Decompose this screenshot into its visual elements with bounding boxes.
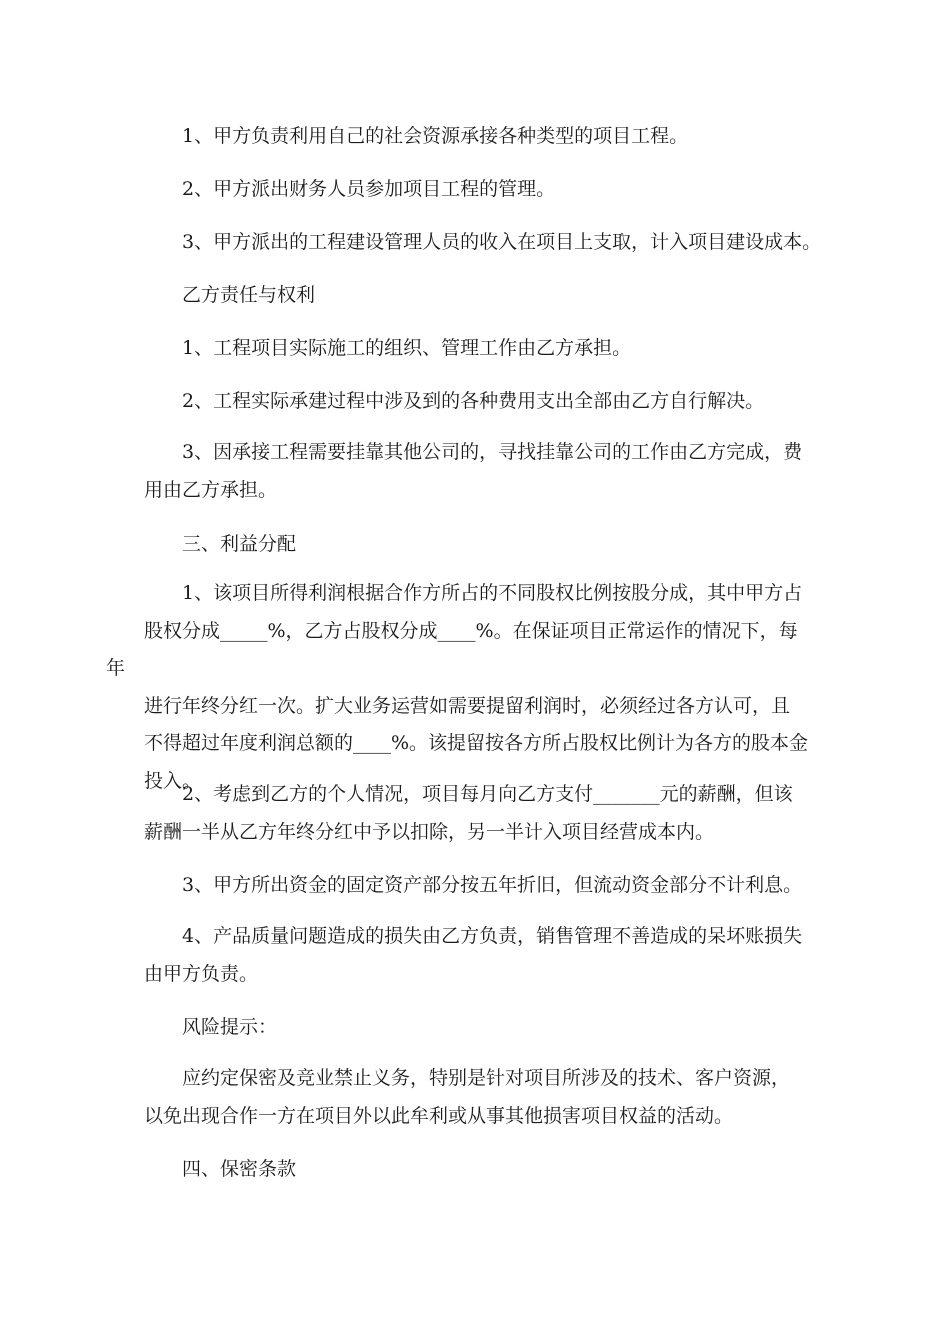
section-heading-risk-notice bbox=[144, 1009, 814, 1047]
text-line: 风险提示： bbox=[182, 1016, 278, 1038]
paragraph-profit-3 bbox=[144, 867, 814, 905]
text-line: 应约定保密及竞业禁止义务，特别是针对项目所涉及的技术、客户资源， bbox=[182, 1067, 791, 1089]
text-line: 2、工程实际承建过程中涉及到的各种费用支出全部由乙方自行解决。 bbox=[182, 390, 765, 412]
text-line: 进行年终分红一次。扩大业务运营如需要提留利润时，必须经过各方认可，且 bbox=[144, 694, 791, 717]
text-line: 1、甲方负责利用自己的社会资源承接各种类型的项目工程。 bbox=[182, 125, 689, 147]
text-line: 三、利益分配 bbox=[182, 533, 297, 555]
text-line: 薪酬一半从乙方年终分红中予以扣除，另一半计入项目经营成本内。 bbox=[144, 820, 715, 843]
section-heading-profit bbox=[144, 526, 814, 564]
paragraph-party-b-duty-2 bbox=[144, 383, 814, 421]
paragraph-risk-notice bbox=[144, 1060, 814, 1135]
paragraph-party-b-duty-1 bbox=[144, 330, 814, 368]
section-heading-confidentiality bbox=[144, 1151, 814, 1189]
paragraph-party-a-duty-3 bbox=[144, 224, 834, 262]
paragraph-profit-2 bbox=[144, 776, 814, 851]
paragraph-party-a-duty-1 bbox=[144, 118, 814, 156]
text-line: 1、该项目所得利润根据合作方所占的不同股权比例按股分成，其中甲方占 bbox=[182, 582, 803, 604]
paragraph-profit-4 bbox=[144, 918, 814, 993]
text-line: 3、甲方派出的工程建设管理人员的收入在项目上支取，计入项目建设成本。 bbox=[182, 231, 822, 253]
paragraph-party-b-duty-3 bbox=[144, 434, 814, 509]
text-line: 不得超过年度利润总额的____%。该提留按各方所占股权比例计为各方的股本金 bbox=[144, 732, 809, 754]
text-line: 以免出现合作一方在项目外以此牟利或从事其他损害项目权益的活动。 bbox=[144, 1104, 734, 1127]
text-line: 用由乙方承担。 bbox=[144, 478, 278, 501]
text-line: 1、工程项目实际施工的组织、管理工作由乙方承担。 bbox=[182, 337, 632, 359]
text-line: 四、保密条款 bbox=[182, 1158, 297, 1180]
text-line: 4、产品质量问题造成的损失由乙方负责，销售管理不善造成的呆坏账损失 bbox=[182, 925, 803, 947]
text-line: 2、甲方派出财务人员参加项目工程的管理。 bbox=[182, 178, 556, 200]
text-line: 3、因承接工程需要挂靠其他公司的，寻找挂靠公司的工作由乙方完成，费 bbox=[182, 441, 803, 463]
text-line: 投入。 bbox=[144, 769, 202, 792]
text-line: 2、考虑到乙方的个人情况，项目每月向乙方支付_______元的薪酬，但该 bbox=[182, 783, 793, 805]
paragraph-profit-1 bbox=[106, 575, 814, 800]
paragraph-party-a-duty-2 bbox=[144, 171, 814, 209]
text-line: 乙方责任与权利 bbox=[182, 284, 316, 306]
text-line: 由甲方负责。 bbox=[144, 962, 259, 985]
text-line: 3、甲方所出资金的固定资产部分按五年折旧，但流动资金部分不计利息。 bbox=[182, 874, 803, 896]
section-heading-party-b bbox=[144, 277, 814, 315]
text-line: 股权分成_____%，乙方占股权分成____%。在保证项目正常运作的情况下，每年 bbox=[106, 619, 798, 679]
